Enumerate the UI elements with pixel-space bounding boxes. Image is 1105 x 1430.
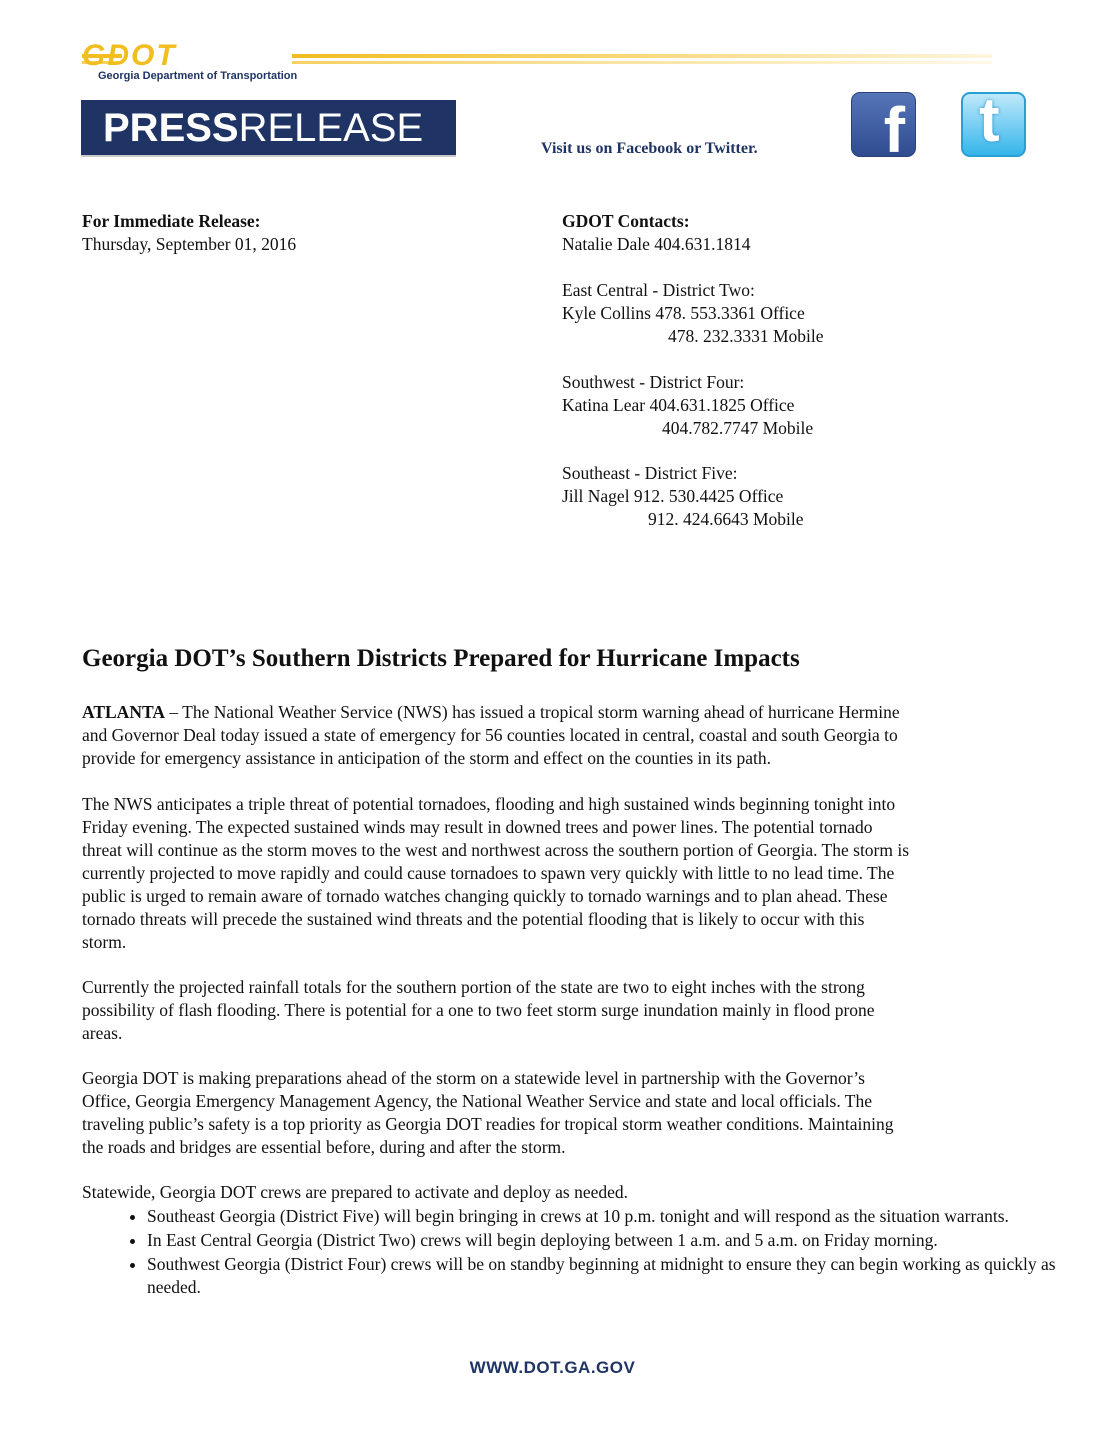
banner-bold: PRESS <box>103 106 239 150</box>
paragraph-2 <box>82 793 1027 954</box>
contacts-label: GDOT Contacts: <box>562 211 690 231</box>
release-date: Thursday, September 01, 2016 <box>82 234 297 254</box>
district-four-mobile: 404.782.7747 Mobile <box>662 418 814 438</box>
p2-line-4: currently projected to move rapidly and could cause tornadoes to spawn very quickly with little to no lead time. The <box>82 863 895 883</box>
district-five-mobile: 912. 424.6643 Mobile <box>648 509 804 529</box>
footer-url-text: WWW.DOT.GA.GOV <box>469 1358 636 1377</box>
twitter-glyph: t <box>979 86 1000 155</box>
p1-line-1: – The National Weather Service (NWS) has issued a tropical storm warning ahead of hurricane Hermine <box>164 702 900 722</box>
p3-line-2: possibility of flash flooding. There is potential for a one to two feet storm surge inundation mainly in flood prone <box>82 1000 875 1020</box>
social-visit-text: Visit us on Facebook or Twitter. <box>541 140 758 157</box>
p2-line-2: Friday evening. The expected sustained winds may result in downed trees and power lines. The potential tornado <box>82 817 873 837</box>
p3-line-1: Currently the projected rainfall totals for the southern portion of the state are two to eight inches with the strong <box>82 977 865 997</box>
district-four-office: Katina Lear 404.631.1825 Office <box>562 395 795 415</box>
p2-line-6: tornado threats will precede the sustained wind threats and the potential flooding that is likely to occur with this <box>82 909 865 929</box>
facebook-icon[interactable] <box>851 92 916 166</box>
district-two-office: Kyle Collins 478. 553.3361 Office <box>562 303 805 323</box>
district-two-mobile: 478. 232.3331 Mobile <box>668 326 824 346</box>
p2-line-1: The NWS anticipates a triple threat of potential tornadoes, flooding and high sustained winds beginning tonight into <box>82 794 896 814</box>
agency-name: Georgia Department of Transportation <box>98 70 298 82</box>
press-release-banner <box>81 100 456 157</box>
district-five-title: Southeast - District Five: <box>562 463 738 483</box>
paragraph-5: Statewide, Georgia DOT crews are prepared to activate and deploy as needed. <box>82 1182 629 1202</box>
banner-regular: RELEASE <box>238 106 424 150</box>
bullet-district-four: • Southwest Georgia (District Four) crews will be on standby beginning at midnight to ensure they can begin working as quickly as needed. <box>147 1253 1077 1299</box>
article-headline: Georgia DOT’s Southern Districts Prepared for Hurricane Impacts <box>82 645 800 672</box>
bullet-district-two: • In East Central Georgia (District Two) crews will begin deploying between 1 a.m. and 5 a.m. on Friday morning. <box>147 1229 1077 1252</box>
p4-line-2: Office, Georgia Emergency Management Agency, the National Weather Service and state and local officials. The <box>82 1091 873 1111</box>
district-five-office: Jill Nagel 912. 530.4425 Office <box>562 486 784 506</box>
district-two-title: East Central - District Two: <box>562 280 755 300</box>
p3-line-3: areas. <box>82 1023 123 1043</box>
p2-line-5: public is urged to remain aware of tornado watches changing quickly to tornado warnings and to plan ahead. These <box>82 886 888 906</box>
bullet-district-five: • Southeast Georgia (District Five) will begin bringing in crews at 10 p.m. tonight and will respond as the situation warrants. <box>147 1205 1077 1228</box>
p4-line-1: Georgia DOT is making preparations ahead of the storm on a statewide level in partnership with the Governor’s <box>82 1068 865 1088</box>
paragraph-3 <box>82 976 1027 1045</box>
release-label: For Immediate Release: <box>82 211 261 231</box>
district-four-title: Southwest - District Four: <box>562 372 745 392</box>
facebook-glyph: f <box>883 94 905 166</box>
dateline: ATLANTA <box>82 702 165 722</box>
footer-website-link[interactable] <box>0 1358 1105 1378</box>
p2-line-7: storm. <box>82 932 127 952</box>
p1-line-3: provide for emergency assistance in anticipation of the storm and effect on the counties in its path. <box>82 748 771 768</box>
paragraph-1 <box>82 701 1027 770</box>
twitter-icon[interactable] <box>961 86 1026 157</box>
p2-line-3: threat will continue as the storm moves to the west and northwest across the southern portion of Georgia. The storm is <box>82 840 910 860</box>
p4-line-3: traveling public’s safety is a top priority as Georgia DOT readies for tropical storm weather conditions. Maintaining <box>82 1114 894 1134</box>
paragraph-4 <box>82 1067 1027 1159</box>
contact-main: Natalie Dale 404.631.1814 <box>562 234 751 254</box>
p1-line-2: and Governor Deal today issued a state of emergency for 56 counties located in central, coastal and south Georgia to <box>82 725 898 745</box>
p4-line-4: the roads and bridges are essential before, during and after the storm. <box>82 1137 566 1157</box>
gdot-logo: GDOT <box>82 39 177 72</box>
crew-bullet-list <box>82 1205 1077 1300</box>
